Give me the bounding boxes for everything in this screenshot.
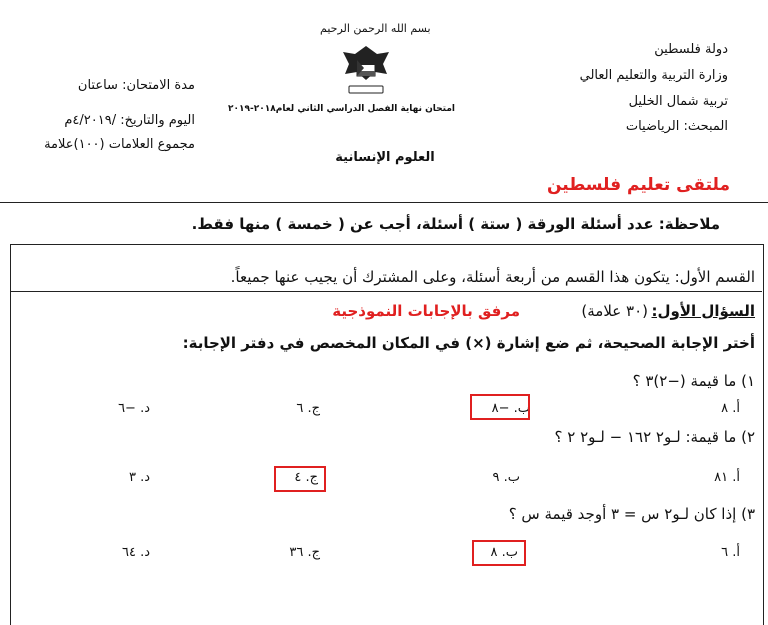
instruction-text: أختر الإجابة الصحيحة، ثم ضع إشارة (×) في المكان المخصص في دفتر الإجابة:: [182, 334, 755, 352]
q1-correct-answer-mark: [470, 394, 530, 420]
total-marks: مجموع العلامات (١٠٠)علامة: [44, 137, 195, 152]
q3-choice-a: أ. ٦: [721, 545, 740, 560]
q3-choice-d: د. ٦٤: [121, 545, 150, 560]
question-label: السؤال الأول:: [651, 302, 755, 320]
watermark-text: ملتقى تعليم فلسطين: [546, 175, 730, 195]
section-divider: [10, 291, 762, 292]
q3-correct-answer-mark: [472, 540, 526, 566]
basmala: بسم الله الرحمن الرحيم: [320, 22, 431, 35]
exam-date: اليوم والتاريخ: /٤/٢٠١٩م: [64, 113, 195, 128]
question-2-text: ٢) ما قيمة: لـو٢ ١٦٢ − لـو٢ ٢ ؟: [554, 428, 755, 446]
q3-choice-c: ج. ٣٦: [289, 545, 320, 560]
q1-choice-a: أ. ٨: [721, 401, 740, 416]
ministry-name: وزارة التربية والتعليم العالي: [579, 68, 728, 83]
exam-title: امتحان نهاية الفصل الدراسي الثاني لعام٢٠١٨-٢٠١٩: [228, 104, 455, 114]
q1-choice-d: د. −٦: [118, 401, 150, 416]
q1-choice-c: ج. ٦: [296, 401, 320, 416]
q2-correct-answer-mark: [274, 466, 326, 492]
palestine-emblem-icon: [335, 40, 397, 102]
q2-choice-c: ج. ٤: [294, 470, 318, 485]
question-marks: (٣٠ علامة): [581, 302, 648, 320]
section-title: القسم الأول: يتكون هذا القسم من أربعة أسئلة، وعلى المشترك أن يجيب عنها جميعاً.: [230, 268, 755, 286]
header-divider: [0, 202, 768, 203]
q3-choice-b: ب. ٨: [490, 545, 518, 560]
q2-choice-d: د. ٣: [128, 470, 150, 485]
q1-choice-b: ب. −٨: [491, 401, 530, 416]
answers-note: مرفق بالإجابات النموذجية: [332, 302, 520, 320]
question-3-text: ٣) إذا كان لـو٢ س = ٣ أوجد قيمة س ؟: [508, 505, 755, 523]
exam-duration: مدة الامتحان: ساعتان: [77, 78, 195, 93]
state-name: دولة فلسطين: [654, 42, 728, 57]
directorate-name: تربية شمال الخليل: [628, 94, 728, 109]
q2-choice-b: ب. ٩: [492, 470, 520, 485]
q2-choice-a: أ. ٨١: [714, 470, 740, 485]
exam-note: ملاحظة: عدد أسئلة الورقة ( ستة ) أسئلة، أجب عن ( خمسة ) منها فقط.: [191, 215, 720, 233]
question-1-text: ١) ما قيمة (−٢)٣ ؟: [632, 372, 755, 390]
branch-label: العلوم الإنسانية: [335, 150, 435, 165]
subject-name: المبحث: الرياضيات: [625, 119, 728, 134]
